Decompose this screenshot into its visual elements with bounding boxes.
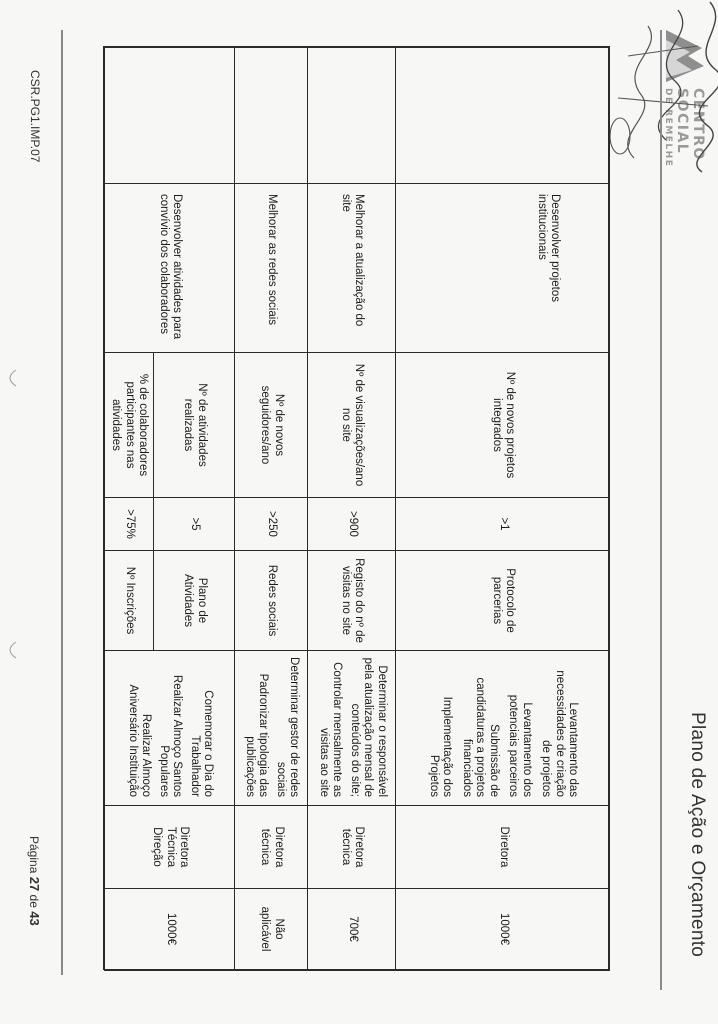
table-border-right [104,969,610,971]
row2-indicator: Nº de visualizações/ano no site [340,363,366,487]
row2-target: >900 [346,511,359,537]
row4-activity-2: Realizar Almoço Santos Populares [158,674,184,797]
row4-activities [107,653,233,803]
row1-activities [398,653,608,803]
col-divider-5 [104,650,610,651]
col-divider-7 [104,888,610,889]
row4-activity-3: Realizar Almoço Aniversário Instituição [127,684,153,797]
row2-budget: 700€ [346,916,359,942]
row1-target: >1 [497,517,510,531]
row1-activity-2: Levantamento dos potenciais parceiros [507,694,533,797]
row2-source: Registo do nº de visitas no site [340,558,366,643]
row4-indicator-2: % de colaboradores participantes nas atividades [110,373,150,477]
col-divider-4 [104,550,610,551]
row4-responsible-2: Técnica [164,826,177,868]
row2-activities [310,653,394,803]
row2-responsible [310,808,394,886]
row3-indicator: Nº de novos seguidores/ano [259,385,285,465]
row-divider-2 [307,46,308,970]
page-total: 43 [27,911,42,926]
row4-budget: 1000€ [164,913,177,945]
row2-responsible-2: técnica [340,828,352,866]
row3-target: >250 [266,511,279,537]
row4-target-1: >5 [189,517,202,531]
page-current: 27 [27,876,42,892]
row4-target-2: >75% [123,509,136,539]
row-divider-3 [234,46,235,970]
page-sep: de [27,894,41,908]
col-divider-2 [104,352,610,353]
logo-text-centro: CENTRO [690,88,706,161]
col-divider-3 [104,497,610,498]
row4-activity-1: Comemorar o Dia do Trabalhador [189,690,215,797]
row1-budget: 1000€ [497,913,510,945]
footer-rule [62,30,64,975]
row1-responsible-1: Diretora [497,826,510,868]
row2-responsible-1: Diretora [353,826,366,868]
row1-activity-1: Levantamento das necessidades de criação de projetos [540,670,580,797]
header-rule [660,30,662,990]
row4-source-2: Nº Inscrições [123,566,136,635]
table-border-top [609,46,611,970]
row3-budget: Não aplicável [259,906,285,952]
table-border-left [104,46,610,48]
row2-activity-1: Determinar o responsável pela atualização mensal de conteúdos do site; [348,657,388,797]
row4-responsible-1: Diretora [178,826,191,868]
row2-objective: Melhorar a atualização do site [340,194,366,327]
table-border-bottom [104,46,106,970]
row3-activity-2: Padronizar tipologia das publicações [244,673,270,797]
logo-text-remelhe: DE REMELHE [663,88,673,168]
row3-activity-1: Determinar gestor de redes sociais [275,657,301,797]
page-title: Plano de Ação e Orçamento [687,712,708,958]
row4-objective: Desenvolver atividades para convívio dos colaboradores [158,194,184,340]
row3-responsible-2: técnica [259,828,272,866]
page-prefix: Página [27,836,41,874]
row3-activities [237,653,306,803]
row1-source: Protocolo de parcerias [491,568,517,633]
row3-objective: Melhorar as redes sociais [266,194,279,326]
row4-source-1: Plano de Atividades [182,573,208,628]
row-divider-4-sub [153,352,154,650]
subrow-divider [104,650,154,651]
row4-responsible-3: Direção [151,827,164,867]
row4-indicator-1: Nº de atividades realizadas [182,383,208,467]
row1-activity-4: Implementação dos Projetos [428,696,454,797]
row2-activity-2: Controlar mensalmente as visitas ao site [317,662,344,797]
row1-objective: Desenvolver projetos institucionais [536,194,562,303]
logo-text-social: SOCIAL [674,88,690,155]
row1-activity-3: Submissão de candidaturas a projetos financiados [461,677,500,797]
punch-hole-mark-1 [6,368,18,388]
signature-scribble [588,0,718,186]
row1-responsible [398,808,608,886]
document-code: CSR.PG1.IMP.07 [28,70,42,163]
row3-responsible-1: Diretora [273,826,285,868]
row-divider-1 [395,46,396,970]
col-divider-1 [104,183,610,184]
punch-hole-mark-2 [6,640,18,660]
row1-indicator: Nº de novos projetos integrados [491,371,517,479]
row3-responsible [237,808,306,886]
col-divider-6 [104,805,610,806]
page-number [27,836,42,926]
row3-source: Redes sociais [266,564,279,637]
row4-responsible [107,808,233,886]
